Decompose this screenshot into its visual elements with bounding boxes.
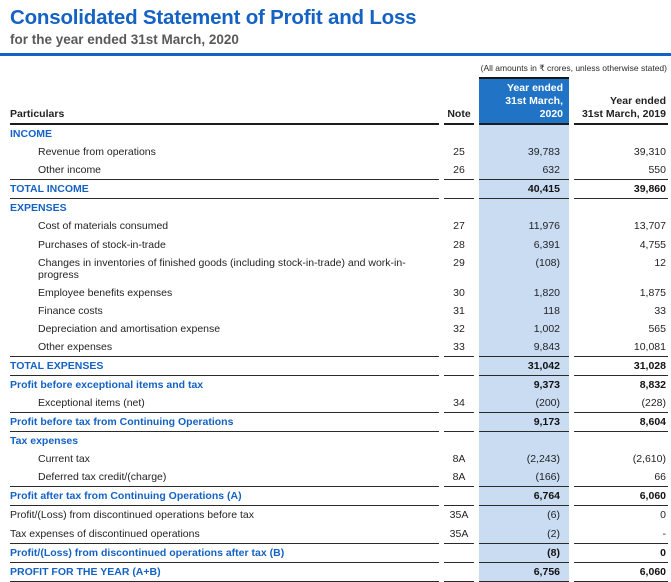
row-value-2019: 66: [574, 468, 668, 487]
row-label: Changes in inventories of finished goods (including stock-in-trade) and work-in-progress: [38, 256, 406, 281]
year-date-label-2020: 31st March, 2020: [505, 94, 563, 120]
row-label: Cost of materials consumed: [38, 220, 169, 233]
row-note: 8A: [444, 468, 474, 487]
row-value-2020: 6,756: [479, 563, 569, 582]
row-note: 34: [444, 394, 474, 413]
row-value-2020: (200): [479, 394, 569, 413]
row-label: Employee benefits expenses: [38, 286, 173, 299]
row-value-2019: [574, 432, 668, 450]
row-note: [444, 487, 474, 506]
row-value-2020: 6,391: [479, 236, 569, 254]
row-label: Profit before exceptional items and tax: [10, 379, 204, 392]
row-label: Profit/(Loss) from discontinued operations before tax: [10, 509, 254, 522]
row-note: 31: [453, 304, 465, 317]
row-note: 32: [453, 322, 465, 335]
row-value-2019: 4,755: [639, 238, 666, 251]
row-label: Profit after tax from Continuing Operations (A): [10, 487, 439, 506]
row-value-2020: 9,843: [479, 338, 569, 357]
row-note: 25: [453, 146, 465, 159]
row-note: [444, 376, 474, 394]
row-label: Other income: [10, 161, 439, 180]
amounts-note: (All amounts in ₹ crores, unless otherwise stated): [480, 62, 667, 73]
row-value-2019: 1,875: [639, 286, 666, 299]
row-label: Tax expenses: [10, 435, 79, 448]
column-header-year-2020: [479, 77, 569, 125]
row-label: Revenue from operations: [38, 146, 156, 159]
row-label: Purchases of stock-in-trade: [38, 238, 166, 251]
row-value-2019: 33: [654, 304, 666, 317]
row-value-2019: 13,707: [633, 220, 666, 233]
row-label: Deferred tax credit/(charge): [10, 468, 439, 487]
row-value-2020: [479, 125, 569, 143]
row-value-2020: (8): [479, 544, 569, 563]
row-note: 35A: [449, 509, 469, 522]
row-note: [444, 544, 474, 563]
row-note: [444, 125, 474, 143]
row-note: 28: [453, 238, 465, 251]
row-value-2020: 9,173: [479, 413, 569, 432]
row-label: TOTAL INCOME: [10, 180, 439, 199]
column-header-note: Note: [444, 77, 474, 125]
page-title: Consolidated Statement of Profit and Loss: [10, 6, 417, 29]
row-label: Exceptional items (net): [10, 394, 439, 413]
row-label: Tax expenses of discontinued operations: [10, 525, 439, 544]
row-value-2020: (166): [479, 468, 569, 487]
row-value-2019: -: [574, 525, 668, 544]
row-value-2019: (2,610): [632, 453, 666, 466]
row-label: TOTAL EXPENSES: [10, 357, 439, 376]
row-label: Depreciation and amortisation expense: [38, 322, 221, 335]
row-label: Profit before tax from Continuing Operations: [10, 413, 439, 432]
row-label: Finance costs: [38, 304, 103, 317]
row-value-2020: 632: [479, 161, 569, 180]
row-value-2019: 0: [574, 544, 668, 563]
row-value-2020: (108): [479, 254, 569, 284]
row-value-2020: (2,243): [479, 450, 569, 468]
row-note: 30: [453, 286, 465, 299]
row-value-2020: 39,783: [479, 143, 569, 161]
row-value-2019: 8,832: [639, 379, 666, 392]
row-note: 33: [444, 338, 474, 357]
row-value-2019: 12: [654, 256, 666, 269]
row-value-2019: 6,060: [574, 487, 668, 506]
row-value-2020: [479, 432, 569, 450]
row-label: Profit/(Loss) from discontinued operations after tax (B): [10, 544, 439, 563]
row-value-2019: 565: [648, 322, 666, 335]
row-note: 35A: [444, 525, 474, 544]
year-ended-label-2019: Year ended: [609, 94, 666, 107]
row-value-2020: 31,042: [479, 357, 569, 376]
row-value-2020: [479, 199, 569, 217]
year-ended-label-2020: Year ended: [506, 82, 563, 95]
row-note: [444, 413, 474, 432]
row-value-2020: 9,373: [479, 376, 569, 394]
row-note: [444, 563, 474, 582]
column-header-year-2019: [574, 77, 668, 125]
row-value-2020: (6): [479, 506, 569, 524]
row-value-2020: 40,415: [479, 180, 569, 199]
column-header-particulars: Particulars: [10, 77, 439, 125]
row-value-2020: 11,976: [479, 217, 569, 235]
row-note: [444, 432, 474, 450]
row-value-2020: 6,764: [479, 487, 569, 506]
row-label: Current tax: [38, 453, 90, 466]
row-value-2019: 8,604: [574, 413, 668, 432]
row-label: INCOME: [10, 128, 52, 141]
year-date-label-2019: 31st March, 2019: [581, 107, 666, 120]
row-note: 29: [453, 256, 465, 269]
title-divider: [0, 53, 671, 56]
row-value-2019: 31,028: [574, 357, 668, 376]
row-value-2020: 118: [479, 302, 569, 320]
row-note: 8A: [452, 453, 466, 466]
profit-loss-table: [10, 77, 668, 581]
row-value-2019: 10,081: [574, 338, 668, 357]
page-subtitle: for the year ended 31st March, 2020: [10, 31, 239, 47]
row-note: [444, 357, 474, 376]
row-value-2019: [574, 125, 668, 143]
row-value-2019: 6,060: [574, 563, 668, 582]
row-value-2020: 1,002: [479, 320, 569, 338]
row-note: [444, 180, 474, 199]
row-label: PROFIT FOR THE YEAR (A+B): [10, 563, 439, 582]
row-value-2019: (228): [574, 394, 668, 413]
row-value-2019: 39,310: [633, 146, 666, 159]
row-label: Other expenses: [10, 338, 439, 357]
row-label: EXPENSES: [10, 202, 67, 215]
row-note: [444, 199, 474, 217]
row-value-2019: 39,860: [574, 180, 668, 199]
row-value-2019: [574, 199, 668, 217]
row-value-2020: 1,820: [479, 284, 569, 302]
row-value-2019: 550: [574, 161, 668, 180]
row-note: 27: [453, 220, 465, 233]
row-value-2019: 0: [660, 509, 666, 522]
row-value-2020: (2): [479, 525, 569, 544]
row-note: 26: [444, 161, 474, 180]
